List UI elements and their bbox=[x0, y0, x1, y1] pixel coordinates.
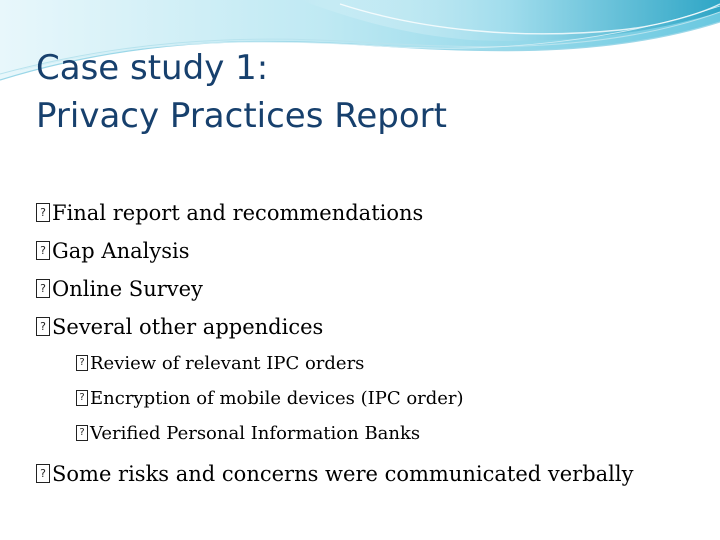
sub-bullet-item bbox=[36, 346, 706, 381]
bullet-item bbox=[36, 270, 706, 308]
missing-glyph-bullet-icon bbox=[36, 279, 50, 298]
missing-glyph-bullet-icon bbox=[36, 241, 50, 260]
slide-title-line-2: Privacy Practices Report bbox=[36, 96, 447, 136]
bullet-text: Final report and recommendations bbox=[52, 201, 424, 225]
bullet-text: Some risks and concerns were communicated verbally bbox=[52, 462, 634, 486]
missing-glyph-bullet-icon bbox=[36, 203, 50, 222]
missing-glyph-bullet-icon bbox=[76, 355, 88, 371]
bullet-text: Several other appendices bbox=[52, 315, 324, 339]
bullet-text: Gap Analysis bbox=[52, 239, 190, 263]
sub-bullet-item bbox=[36, 381, 706, 416]
bullet-item bbox=[36, 232, 706, 270]
sub-bullet-text: Encryption of mobile devices (IPC order) bbox=[90, 388, 464, 409]
sub-bullet-item bbox=[36, 416, 706, 451]
bullet-item bbox=[36, 194, 706, 232]
missing-glyph-bullet-icon bbox=[76, 425, 88, 441]
missing-glyph-bullet-icon bbox=[36, 464, 50, 483]
bullet-item bbox=[36, 308, 706, 346]
missing-glyph-bullet-icon bbox=[76, 390, 88, 406]
missing-glyph-bullet-icon bbox=[36, 317, 50, 336]
bullet-text: Online Survey bbox=[52, 277, 203, 301]
sub-bullet-text: Review of relevant IPC orders bbox=[90, 353, 365, 374]
slide-title-line-1: Case study 1: bbox=[36, 48, 269, 88]
bullet-list bbox=[36, 194, 706, 493]
sub-bullet-text: Verified Personal Information Banks bbox=[90, 423, 421, 444]
bullet-item bbox=[36, 455, 706, 493]
slide-title bbox=[36, 44, 447, 140]
